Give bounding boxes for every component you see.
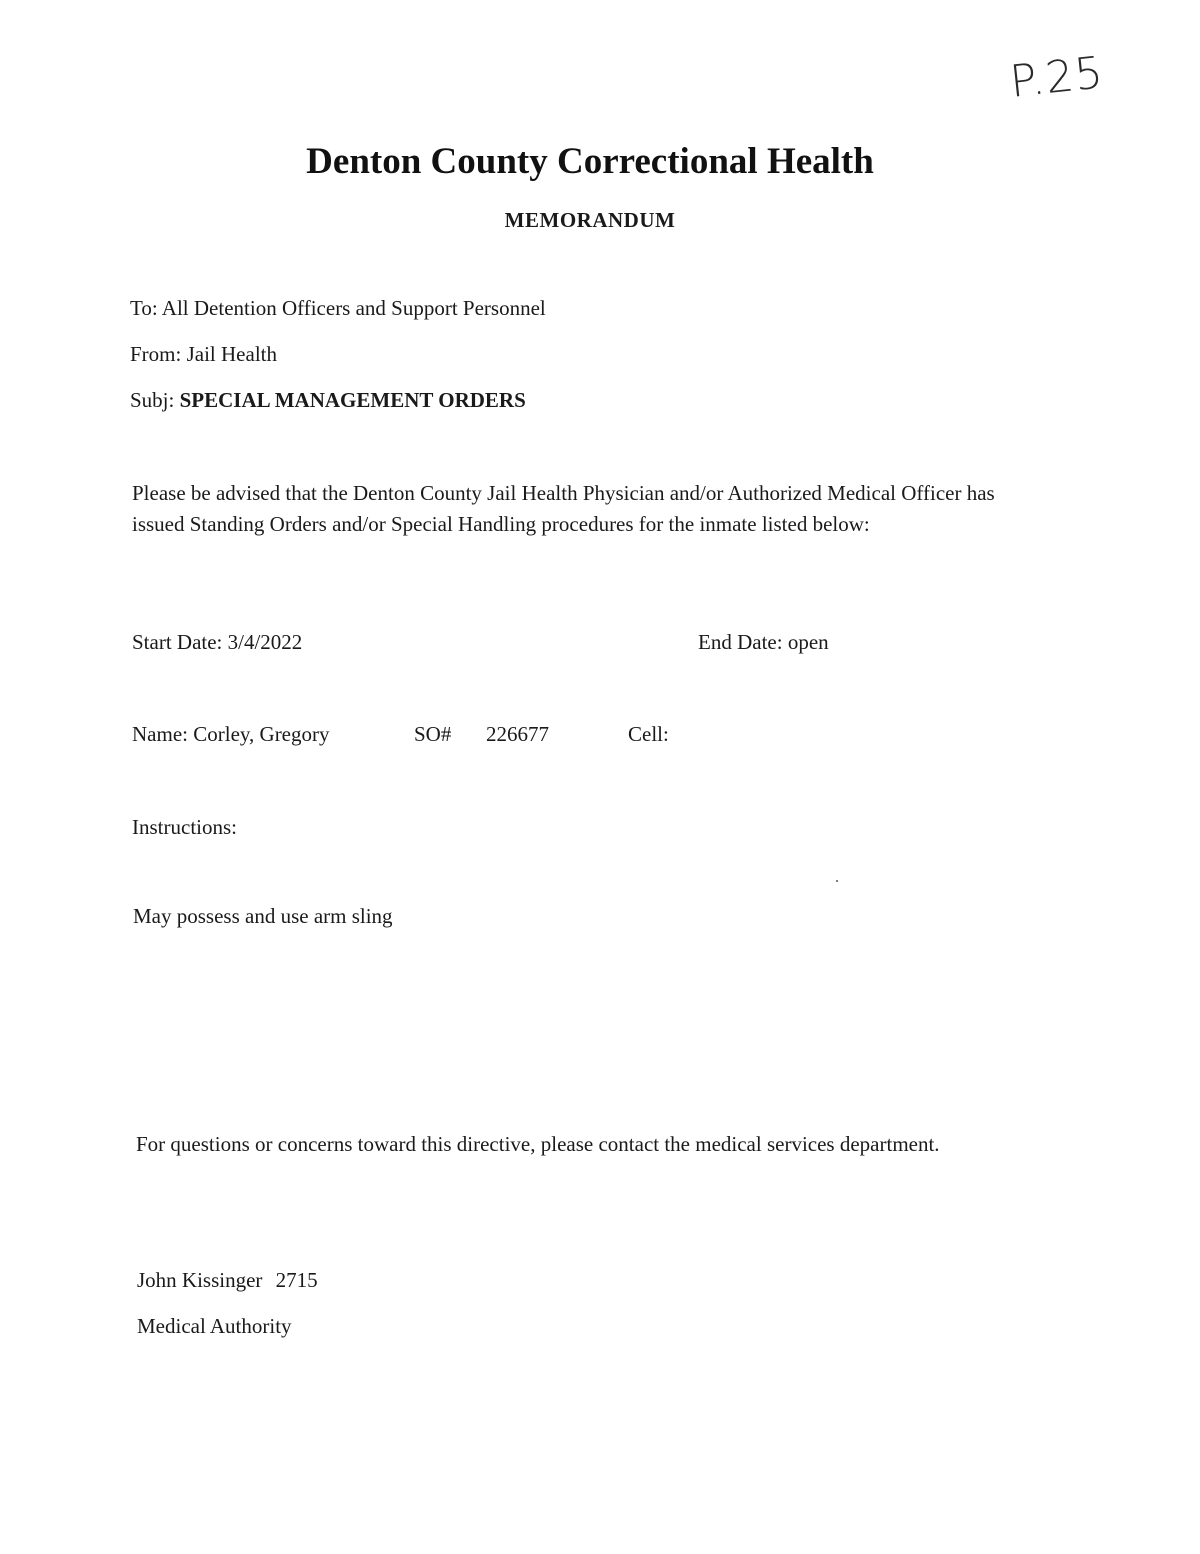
instructions-label: Instructions:: [132, 815, 237, 839]
organization-title: Denton County Correctional Health: [306, 141, 874, 182]
cell-label: Cell:: [628, 722, 669, 746]
memo-from-line: [130, 342, 277, 367]
so-number-label: SO#: [414, 722, 452, 746]
memo-heading: MEMORANDUM: [504, 208, 676, 232]
contact-statement: For questions or concerns toward this directive, please contact the medical services department.: [136, 1132, 940, 1156]
end-date-value: open: [787, 630, 829, 654]
from-label: From:: [130, 342, 182, 366]
start-date-field: [132, 630, 302, 655]
inmate-name-value: Corley, Gregory: [193, 722, 330, 746]
subj-label: Subj:: [130, 388, 175, 412]
inmate-name-field: [132, 722, 330, 747]
handwritten-page-number: P.25: [1007, 47, 1107, 108]
advisory-paragraph: Please be advised that the Denton County Jail Health Physician and/or Authorized Medical Officer has issued Standing Orders and/or Special Handling procedures for the inmate listed below:: [132, 481, 995, 536]
start-date-label: Start Date:: [132, 630, 223, 654]
signatory-id: 2715: [275, 1268, 318, 1292]
instructions-text: May possess and use arm sling: [133, 904, 393, 928]
memo-subject-line: [130, 388, 526, 413]
cell-field: [628, 722, 669, 747]
end-date-label: End Date:: [698, 630, 783, 654]
signatory-title: Medical Authority: [137, 1314, 292, 1338]
from-value: Jail Health: [186, 342, 277, 366]
end-date-field: [698, 630, 829, 655]
subj-value: SPECIAL MANAGEMENT ORDERS: [179, 388, 526, 412]
to-value: All Detention Officers and Support Personnel: [161, 296, 546, 320]
so-number-value: 226677: [486, 722, 549, 746]
signatory-line: [137, 1268, 318, 1293]
inmate-name-label: Name:: [132, 722, 188, 746]
signatory-name: John Kissinger: [137, 1268, 263, 1292]
memo-to-line: [130, 296, 546, 321]
to-label: To:: [130, 296, 158, 320]
scan-speck: [836, 880, 838, 882]
start-date-value: 3/4/2022: [227, 630, 303, 654]
